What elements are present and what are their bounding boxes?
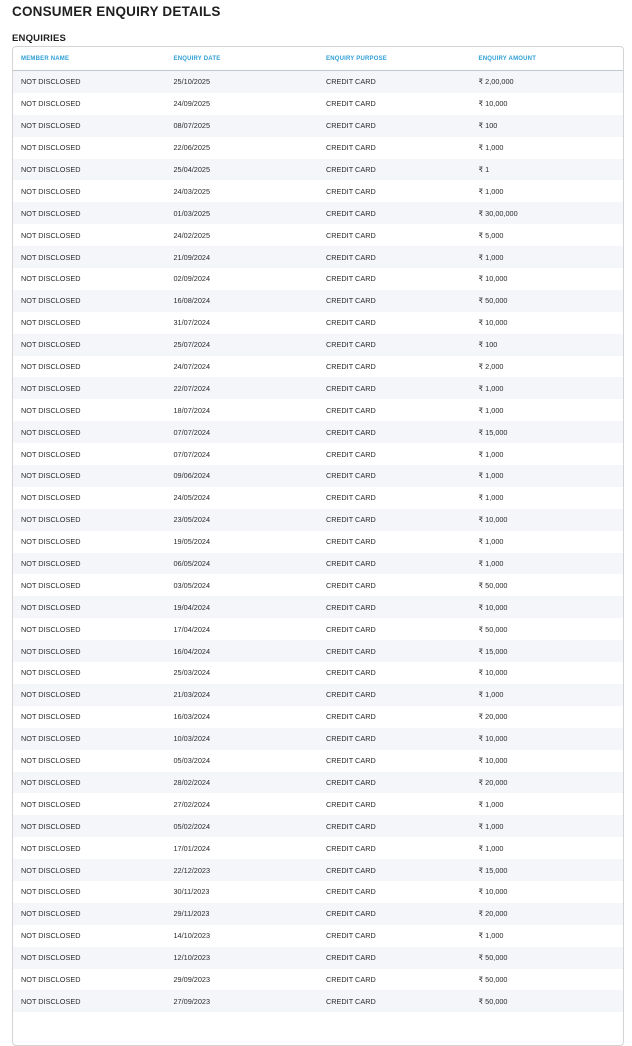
enquiry-purpose-cell: CREDIT CARD bbox=[326, 668, 376, 678]
enquiry-purpose-cell: CREDIT CARD bbox=[326, 974, 376, 984]
member-name-cell: NOT DISCLOSED bbox=[21, 230, 81, 240]
enquiry-purpose-cell: CREDIT CARD bbox=[326, 690, 376, 700]
enquiry-date-cell: 07/07/2024 bbox=[173, 427, 211, 437]
enquiry-amount-cell: ₹ 2,000 bbox=[478, 362, 504, 372]
table-row bbox=[13, 443, 623, 465]
table-row bbox=[13, 509, 623, 531]
enquiry-amount-cell: ₹ 10,000 bbox=[478, 734, 508, 744]
enquiry-date-cell: 18/07/2024 bbox=[173, 405, 211, 415]
enquiry-purpose-cell: CREDIT CARD bbox=[326, 493, 376, 503]
enquiry-purpose-cell: CREDIT CARD bbox=[326, 646, 376, 656]
enquiry-purpose-cell: CREDIT CARD bbox=[326, 143, 376, 153]
member-name-cell: NOT DISCLOSED bbox=[21, 756, 81, 766]
enquiry-purpose-cell: CREDIT CARD bbox=[326, 865, 376, 875]
member-name-cell: NOT DISCLOSED bbox=[21, 690, 81, 700]
member-name-cell: NOT DISCLOSED bbox=[21, 887, 81, 897]
enquiry-date-cell: 05/03/2024 bbox=[173, 756, 211, 766]
enquiry-purpose-cell: CREDIT CARD bbox=[326, 931, 376, 941]
enquiry-date-cell: 22/12/2023 bbox=[173, 865, 211, 875]
enquiry-amount-cell: ₹ 1,000 bbox=[478, 690, 504, 700]
member-name-cell: NOT DISCLOSED bbox=[21, 974, 81, 984]
table-row bbox=[13, 377, 623, 399]
enquiry-purpose-cell: CREDIT CARD bbox=[326, 383, 376, 393]
enquiry-date-cell: 12/10/2023 bbox=[173, 953, 211, 963]
enquiry-purpose-cell: CREDIT CARD bbox=[326, 165, 376, 174]
table-header bbox=[13, 47, 623, 71]
enquiry-purpose-cell: CREDIT CARD bbox=[326, 953, 376, 963]
enquiry-amount-cell: ₹ 1,000 bbox=[478, 843, 504, 853]
column-header-enquiry-purpose: ENQUIRY PURPOSE bbox=[326, 55, 388, 62]
enquiry-purpose-cell: CREDIT CARD bbox=[326, 427, 376, 437]
enquiry-date-cell: 28/02/2024 bbox=[173, 777, 211, 787]
table-row bbox=[13, 684, 623, 706]
table-row bbox=[13, 202, 623, 224]
table-row bbox=[13, 93, 623, 115]
enquiry-amount-cell: ₹ 1,000 bbox=[478, 821, 504, 831]
enquiry-date-cell: 14/10/2023 bbox=[173, 931, 211, 941]
table-row bbox=[13, 71, 623, 93]
enquiry-date-cell: 30/11/2023 bbox=[173, 887, 210, 897]
enquiry-amount-cell: ₹ 1,000 bbox=[478, 252, 504, 262]
enquiry-amount-cell: ₹ 10,000 bbox=[478, 756, 508, 766]
member-name-cell: NOT DISCLOSED bbox=[21, 143, 81, 153]
enquiry-date-cell: 27/09/2023 bbox=[173, 996, 211, 1006]
enquiry-amount-cell: ₹ 50,000 bbox=[478, 996, 508, 1006]
enquiry-amount-cell: ₹ 1,000 bbox=[478, 559, 504, 569]
enquiry-amount-cell: ₹ 1,000 bbox=[478, 405, 504, 415]
member-name-cell: NOT DISCLOSED bbox=[21, 515, 81, 525]
table-row bbox=[13, 793, 623, 815]
table-row bbox=[13, 662, 623, 684]
enquiry-date-cell: 06/05/2024 bbox=[173, 559, 211, 569]
table-row bbox=[13, 859, 623, 881]
table-row bbox=[13, 815, 623, 837]
enquiry-amount-cell: ₹ 50,000 bbox=[478, 624, 508, 634]
enquiry-date-cell: 21/03/2024 bbox=[173, 690, 211, 700]
enquiry-amount-cell: ₹ 10,000 bbox=[478, 274, 508, 284]
enquiry-date-cell: 25/03/2024 bbox=[173, 668, 211, 678]
enquiry-purpose-cell: CREDIT CARD bbox=[326, 99, 376, 109]
member-name-cell: NOT DISCLOSED bbox=[21, 996, 81, 1006]
member-name-cell: NOT DISCLOSED bbox=[21, 493, 81, 503]
table-row bbox=[13, 224, 623, 246]
enquiry-date-cell: 17/01/2024 bbox=[173, 843, 211, 853]
enquiry-purpose-cell: CREDIT CARD bbox=[326, 252, 376, 262]
member-name-cell: NOT DISCLOSED bbox=[21, 296, 81, 306]
enquiry-purpose-cell: CREDIT CARD bbox=[326, 362, 376, 372]
column-header-member-name: MEMBER NAME bbox=[21, 55, 70, 62]
enquiry-date-cell: 01/03/2025 bbox=[173, 208, 211, 218]
enquiry-amount-cell: ₹ 5,000 bbox=[478, 230, 504, 240]
column-header-enquiry-amount: ENQUIRY AMOUNT bbox=[478, 55, 537, 62]
enquiry-purpose-cell: CREDIT CARD bbox=[326, 756, 376, 766]
enquiry-amount-cell: ₹ 10,000 bbox=[478, 887, 508, 897]
member-name-cell: NOT DISCLOSED bbox=[21, 77, 81, 87]
member-name-cell: NOT DISCLOSED bbox=[21, 865, 81, 875]
table-row bbox=[13, 487, 623, 509]
enquiry-purpose-cell: CREDIT CARD bbox=[326, 734, 376, 744]
member-name-cell: NOT DISCLOSED bbox=[21, 99, 81, 109]
table-row bbox=[13, 903, 623, 925]
table-row bbox=[13, 947, 623, 969]
member-name-cell: NOT DISCLOSED bbox=[21, 909, 81, 919]
enquiry-amount-cell: ₹ 1,000 bbox=[478, 493, 504, 503]
enquiry-amount-cell: ₹ 50,000 bbox=[478, 974, 508, 984]
member-name-cell: NOT DISCLOSED bbox=[21, 931, 81, 941]
member-name-cell: NOT DISCLOSED bbox=[21, 646, 81, 656]
table-row bbox=[13, 553, 623, 575]
table-row bbox=[13, 925, 623, 947]
enquiry-amount-cell: ₹ 1,000 bbox=[478, 143, 504, 153]
enquiry-amount-cell: ₹ 20,000 bbox=[478, 777, 508, 787]
enquiry-purpose-cell: CREDIT CARD bbox=[326, 821, 376, 831]
member-name-cell: NOT DISCLOSED bbox=[21, 318, 81, 328]
enquiry-date-cell: 25/04/2025 bbox=[173, 165, 211, 174]
enquiry-amount-cell: ₹ 10,000 bbox=[478, 99, 508, 109]
enquiry-amount-cell: ₹ 1,000 bbox=[478, 931, 504, 941]
enquiry-date-cell: 24/07/2024 bbox=[173, 362, 211, 372]
enquiry-date-cell: 07/07/2024 bbox=[173, 449, 211, 459]
enquiry-purpose-cell: CREDIT CARD bbox=[326, 405, 376, 415]
enquiry-amount-cell: ₹ 15,000 bbox=[478, 865, 508, 875]
table-row bbox=[13, 596, 623, 618]
member-name-cell: NOT DISCLOSED bbox=[21, 471, 81, 481]
member-name-cell: NOT DISCLOSED bbox=[21, 953, 81, 963]
enquiry-purpose-cell: CREDIT CARD bbox=[326, 602, 376, 612]
enquiry-purpose-cell: CREDIT CARD bbox=[326, 471, 376, 481]
member-name-cell: NOT DISCLOSED bbox=[21, 383, 81, 393]
enquiry-amount-cell: ₹ 50,000 bbox=[478, 580, 508, 590]
column-header-enquiry-date: ENQUIRY DATE bbox=[173, 55, 221, 62]
table-row bbox=[13, 421, 623, 443]
enquiry-amount-cell: ₹ 2,00,000 bbox=[478, 77, 514, 87]
table-row bbox=[13, 268, 623, 290]
enquiry-date-cell: 05/02/2024 bbox=[173, 821, 211, 831]
member-name-cell: NOT DISCLOSED bbox=[21, 602, 81, 612]
enquiry-purpose-cell: CREDIT CARD bbox=[326, 340, 376, 350]
member-name-cell: NOT DISCLOSED bbox=[21, 449, 81, 459]
enquiry-amount-cell: ₹ 1,000 bbox=[478, 383, 504, 393]
enquiry-purpose-cell: CREDIT CARD bbox=[326, 230, 376, 240]
enquiry-date-cell: 19/04/2024 bbox=[173, 602, 211, 612]
member-name-cell: NOT DISCLOSED bbox=[21, 712, 81, 722]
table-row bbox=[13, 356, 623, 378]
table-row bbox=[13, 531, 623, 553]
table-row bbox=[13, 180, 623, 202]
enquiry-date-cell: 03/05/2024 bbox=[173, 580, 211, 590]
enquiry-purpose-cell: CREDIT CARD bbox=[326, 559, 376, 569]
member-name-cell: NOT DISCLOSED bbox=[21, 252, 81, 262]
table-row bbox=[13, 137, 623, 159]
enquiry-date-cell: 29/09/2023 bbox=[173, 974, 211, 984]
member-name-cell: NOT DISCLOSED bbox=[21, 668, 81, 678]
table-row bbox=[13, 334, 623, 356]
table-row bbox=[13, 465, 623, 487]
enquiry-amount-cell: ₹ 50,000 bbox=[478, 953, 508, 963]
member-name-cell: NOT DISCLOSED bbox=[21, 580, 81, 590]
enquiry-purpose-cell: CREDIT CARD bbox=[326, 624, 376, 634]
table-row bbox=[13, 881, 623, 903]
table-row bbox=[13, 837, 623, 859]
enquiry-date-cell: 29/11/2023 bbox=[173, 909, 210, 919]
enquiry-purpose-cell: CREDIT CARD bbox=[326, 121, 376, 131]
member-name-cell: NOT DISCLOSED bbox=[21, 734, 81, 744]
enquiry-date-cell: 22/07/2024 bbox=[173, 383, 211, 393]
enquiry-amount-cell: ₹ 1,000 bbox=[478, 449, 504, 459]
enquiry-date-cell: 16/08/2024 bbox=[173, 296, 211, 306]
enquiry-date-cell: 09/06/2024 bbox=[173, 471, 211, 481]
enquiry-amount-cell: ₹ 20,000 bbox=[478, 712, 508, 722]
table-row bbox=[13, 246, 623, 268]
enquiry-purpose-cell: CREDIT CARD bbox=[326, 909, 376, 919]
enquiry-purpose-cell: CREDIT CARD bbox=[326, 580, 376, 590]
enquiry-date-cell: 24/02/2025 bbox=[173, 230, 211, 240]
enquiry-date-cell: 25/10/2025 bbox=[173, 77, 211, 87]
enquiry-amount-cell: ₹ 100 bbox=[478, 340, 498, 350]
enquiry-purpose-cell: CREDIT CARD bbox=[326, 712, 376, 722]
enquiry-date-cell: 10/03/2024 bbox=[173, 734, 211, 744]
member-name-cell: NOT DISCLOSED bbox=[21, 274, 81, 284]
table-row bbox=[13, 574, 623, 596]
member-name-cell: NOT DISCLOSED bbox=[21, 186, 81, 196]
table-row bbox=[13, 772, 623, 794]
enquiry-date-cell: 16/04/2024 bbox=[173, 646, 211, 656]
enquiry-date-cell: 02/09/2024 bbox=[173, 274, 211, 284]
member-name-cell: NOT DISCLOSED bbox=[21, 843, 81, 853]
member-name-cell: NOT DISCLOSED bbox=[21, 537, 81, 547]
table-row bbox=[13, 115, 623, 137]
enquiry-date-cell: 17/04/2024 bbox=[173, 624, 211, 634]
table-row bbox=[13, 969, 623, 991]
enquiry-amount-cell: ₹ 1 bbox=[478, 165, 490, 174]
enquiry-purpose-cell: CREDIT CARD bbox=[326, 296, 376, 306]
enquiry-date-cell: 24/03/2025 bbox=[173, 186, 211, 196]
member-name-cell: NOT DISCLOSED bbox=[21, 427, 81, 437]
member-name-cell: NOT DISCLOSED bbox=[21, 121, 81, 131]
enquiry-purpose-cell: CREDIT CARD bbox=[326, 318, 376, 328]
member-name-cell: NOT DISCLOSED bbox=[21, 559, 81, 569]
member-name-cell: NOT DISCLOSED bbox=[21, 405, 81, 415]
enquiry-amount-cell: ₹ 30,00,000 bbox=[478, 208, 518, 218]
enquiry-amount-cell: ₹ 15,000 bbox=[478, 646, 508, 656]
member-name-cell: NOT DISCLOSED bbox=[21, 799, 81, 809]
enquiry-purpose-cell: CREDIT CARD bbox=[326, 515, 376, 525]
enquiry-amount-cell: ₹ 10,000 bbox=[478, 668, 508, 678]
enquiry-purpose-cell: CREDIT CARD bbox=[326, 208, 376, 218]
enquiry-date-cell: 22/06/2025 bbox=[173, 143, 211, 153]
section-title: ENQUIRIES bbox=[12, 33, 67, 44]
enquiry-purpose-cell: CREDIT CARD bbox=[326, 274, 376, 284]
enquiry-date-cell: 25/07/2024 bbox=[173, 340, 211, 350]
enquiry-date-cell: 24/05/2024 bbox=[173, 493, 211, 503]
member-name-cell: NOT DISCLOSED bbox=[21, 340, 81, 350]
enquiry-purpose-cell: CREDIT CARD bbox=[326, 799, 376, 809]
enquiry-date-cell: 08/07/2025 bbox=[173, 121, 211, 131]
enquiry-purpose-cell: CREDIT CARD bbox=[326, 186, 376, 196]
enquiry-date-cell: 24/09/2025 bbox=[173, 99, 211, 109]
member-name-cell: NOT DISCLOSED bbox=[21, 362, 81, 372]
enquiry-amount-cell: ₹ 1,000 bbox=[478, 471, 504, 481]
enquiry-amount-cell: ₹ 100 bbox=[478, 121, 498, 131]
enquiry-amount-cell: ₹ 1,000 bbox=[478, 186, 504, 196]
enquiry-amount-cell: ₹ 10,000 bbox=[478, 318, 508, 328]
table-row bbox=[13, 399, 623, 421]
member-name-cell: NOT DISCLOSED bbox=[21, 208, 81, 218]
table-row bbox=[13, 618, 623, 640]
table-row bbox=[13, 750, 623, 772]
member-name-cell: NOT DISCLOSED bbox=[21, 777, 81, 787]
table-row bbox=[13, 290, 623, 312]
enquiry-purpose-cell: CREDIT CARD bbox=[326, 996, 376, 1006]
enquiry-amount-cell: ₹ 20,000 bbox=[478, 909, 508, 919]
enquiry-date-cell: 31/07/2024 bbox=[173, 318, 211, 328]
enquiry-amount-cell: ₹ 15,000 bbox=[478, 427, 508, 437]
member-name-cell: NOT DISCLOSED bbox=[21, 624, 81, 634]
enquiry-date-cell: 16/03/2024 bbox=[173, 712, 211, 722]
enquiry-amount-cell: ₹ 10,000 bbox=[478, 602, 508, 612]
enquiry-amount-cell: ₹ 1,000 bbox=[478, 799, 504, 809]
enquiry-purpose-cell: CREDIT CARD bbox=[326, 843, 376, 853]
table-row bbox=[13, 159, 623, 181]
enquiry-amount-cell: ₹ 50,000 bbox=[478, 296, 508, 306]
table-row bbox=[13, 640, 623, 662]
table-row bbox=[13, 706, 623, 728]
enquiry-date-cell: 19/05/2024 bbox=[173, 537, 211, 547]
enquiry-date-cell: 27/02/2024 bbox=[173, 799, 211, 809]
member-name-cell: NOT DISCLOSED bbox=[21, 821, 81, 831]
table-body bbox=[13, 71, 623, 1012]
enquiry-purpose-cell: CREDIT CARD bbox=[326, 77, 376, 87]
table-row bbox=[13, 990, 623, 1012]
enquiries-table bbox=[12, 46, 624, 1046]
table-row bbox=[13, 312, 623, 334]
enquiry-date-cell: 23/05/2024 bbox=[173, 515, 211, 525]
enquiry-amount-cell: ₹ 10,000 bbox=[478, 515, 508, 525]
enquiry-date-cell: 21/09/2024 bbox=[173, 252, 211, 262]
member-name-cell: NOT DISCLOSED bbox=[21, 165, 81, 174]
enquiry-purpose-cell: CREDIT CARD bbox=[326, 777, 376, 787]
enquiry-purpose-cell: CREDIT CARD bbox=[326, 449, 376, 459]
enquiry-amount-cell: ₹ 1,000 bbox=[478, 537, 504, 547]
table-row bbox=[13, 728, 623, 750]
page-title: CONSUMER ENQUIRY DETAILS bbox=[12, 4, 221, 19]
enquiry-purpose-cell: CREDIT CARD bbox=[326, 537, 376, 547]
enquiry-purpose-cell: CREDIT CARD bbox=[326, 887, 376, 897]
